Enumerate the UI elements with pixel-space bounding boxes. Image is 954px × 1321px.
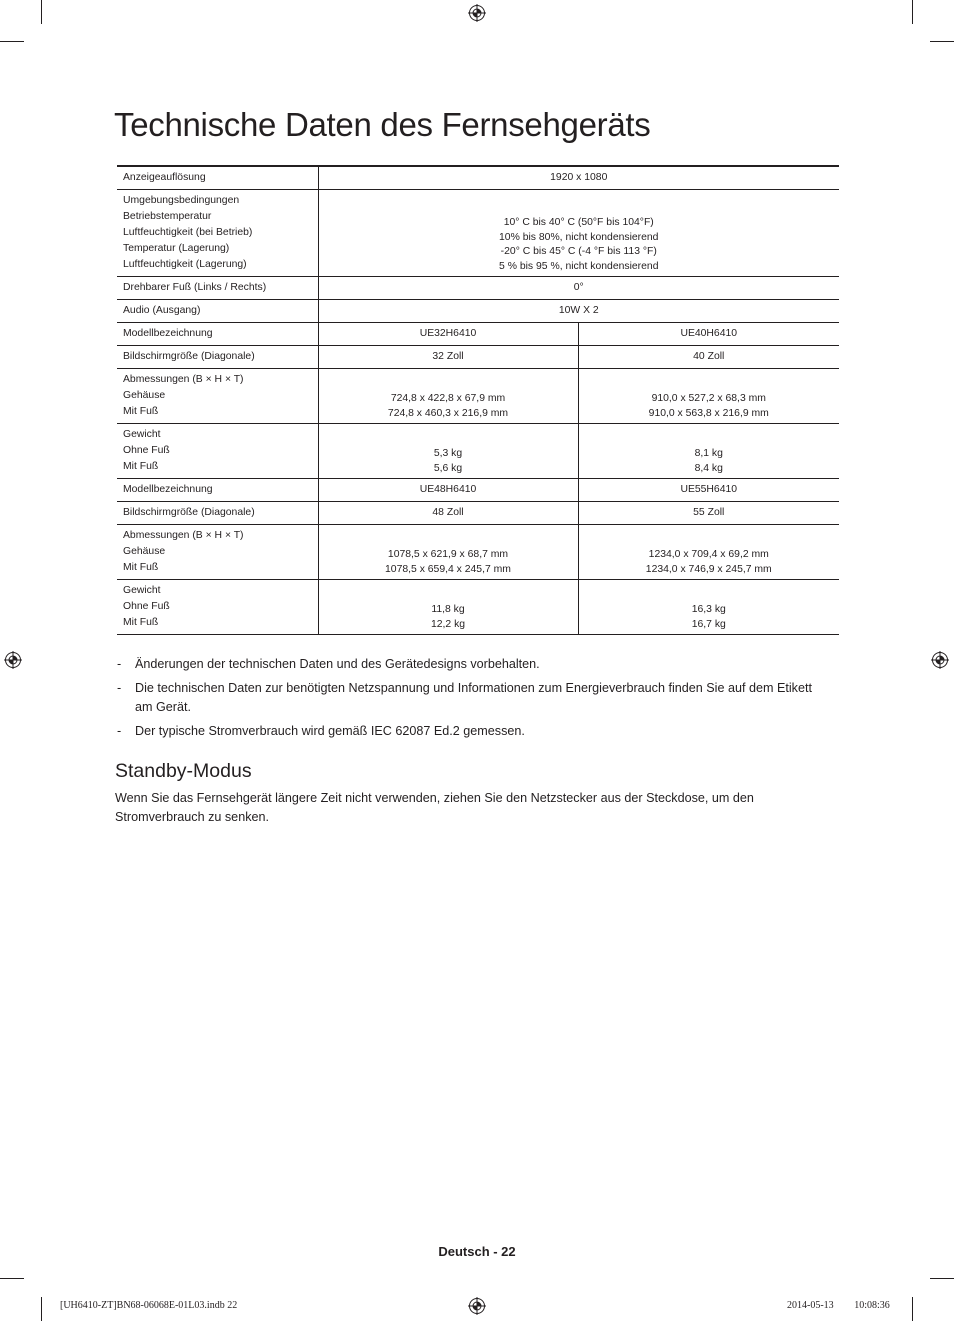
spec-row — [117, 277, 839, 300]
spec-value: UE32H6410 — [419, 328, 477, 340]
spec-value: 0° — [573, 282, 584, 294]
spec-sublabel: Gehäuse — [123, 546, 166, 557]
spec-value-cell — [318, 580, 578, 635]
spec-row — [117, 424, 839, 479]
spec-sublabel: Mit Fuß — [123, 562, 159, 573]
spec-label-cell — [117, 166, 318, 190]
registration-crosshair-icon — [468, 4, 486, 22]
spec-value-cell — [578, 323, 839, 346]
spec-value-cell — [318, 502, 578, 525]
spec-value: 724,8 x 422,8 x 67,9 mm — [390, 393, 506, 404]
print-slug-right: 2014-05-13 ￿￿ 10:08:36 — [787, 1300, 890, 1311]
spec-value: 55 Zoll — [693, 507, 725, 519]
spec-row — [117, 502, 839, 525]
spec-row — [117, 479, 839, 502]
spec-label: Drehbarer Fuß (Links / Rechts) — [123, 282, 267, 293]
spec-sublabel: Ohne Fuß — [123, 601, 170, 612]
spec-label-cell — [117, 277, 318, 300]
spec-value: 48 Zoll — [432, 507, 464, 519]
spec-row — [117, 580, 839, 635]
spec-value-cell — [318, 424, 578, 479]
spec-value: 1078,5 x 621,9 x 68,7 mm — [387, 549, 509, 560]
spec-value: 5,3 kg — [433, 448, 463, 459]
spec-label: Bildschirmgröße (Diagonale) — [123, 351, 255, 362]
spec-label-cell — [117, 525, 318, 580]
spec-value: 5 % bis 95 %, nicht kondensierend — [499, 260, 659, 272]
spec-row — [117, 346, 839, 369]
registration-crosshair-icon — [468, 1297, 486, 1315]
spec-value-cell — [318, 323, 578, 346]
page-number: Deutsch - 22 — [438, 1244, 516, 1259]
spec-value-cell — [578, 502, 839, 525]
spec-value-cell — [318, 166, 839, 190]
spec-row — [117, 300, 839, 323]
spec-label: Modellbezeichnung — [123, 484, 213, 495]
spec-label: Bildschirmgröße (Diagonale) — [123, 507, 255, 518]
spec-label-cell — [117, 346, 318, 369]
spec-value: 10% bis 80%, nicht kondensierend — [499, 231, 659, 243]
crop-mark-bottom-left-vertical — [41, 1297, 42, 1321]
spec-value: 11,8 kg — [431, 604, 465, 615]
spec-value: 12,2 kg — [430, 618, 466, 630]
spec-value-cell — [318, 277, 839, 300]
page-title: Technische Daten des Fernsehgeräts — [114, 106, 651, 143]
spec-label: Gewicht — [123, 429, 161, 440]
spec-label-cell — [117, 479, 318, 502]
spec-value-cell — [578, 479, 839, 502]
spec-value-cell — [578, 346, 839, 369]
spec-value: UE40H6410 — [680, 328, 738, 340]
crop-mark-bottom-right-vertical — [912, 1297, 913, 1321]
spec-value: 1234,0 x 746,9 x 245,7 mm — [645, 563, 772, 575]
spec-sublabel: Mit Fuß — [123, 461, 159, 472]
spec-value: 8,1 kg — [694, 448, 723, 459]
spec-row — [117, 525, 839, 580]
spec-label: Abmessungen (B × H × T) — [123, 530, 244, 541]
crop-mark-bottom-left-horizontal — [0, 1278, 24, 1279]
spec-value: 1234,0 x 709,4 x 69,2 mm — [648, 549, 769, 560]
crop-mark-top-right-horizontal — [930, 41, 954, 42]
spec-value: 16,3 kg — [691, 604, 726, 615]
spec-label-cell — [117, 190, 318, 277]
spec-label-cell — [117, 300, 318, 323]
spec-value-cell — [578, 424, 839, 479]
spec-sublabel: Mit Fuß — [123, 617, 159, 628]
spec-value-cell — [578, 580, 839, 635]
spec-value-cell — [318, 190, 839, 277]
spec-value: 32 Zoll — [432, 351, 464, 363]
spec-value: 10W X 2 — [558, 305, 599, 317]
crop-mark-top-right-vertical — [912, 0, 913, 24]
registration-crosshair-icon — [4, 651, 22, 669]
spec-value: 910,0 x 563,8 x 216,9 mm — [648, 407, 769, 419]
specifications-table — [117, 165, 839, 635]
spec-label: Modellbezeichnung — [123, 328, 213, 339]
crop-mark-top-left-horizontal — [0, 41, 24, 42]
spec-value-cell — [318, 525, 578, 580]
note-item: - Änderungen der technischen Daten und des Gerätedesigns vorbehalten. — [117, 655, 817, 674]
spec-value: UE55H6410 — [680, 484, 738, 496]
spec-value: 5,6 kg — [433, 462, 463, 474]
spec-value-cell — [318, 479, 578, 502]
spec-label-cell — [117, 580, 318, 635]
spec-label-cell — [117, 323, 318, 346]
standby-heading: Standby-Modus — [115, 760, 252, 782]
spec-label-cell — [117, 502, 318, 525]
spec-sublabel: Betriebstemperatur — [123, 211, 212, 222]
spec-value-cell — [318, 300, 839, 323]
spec-label: Audio (Ausgang) — [123, 305, 201, 316]
crop-mark-top-left-vertical — [41, 0, 42, 24]
spec-value: -20° C bis 45° C (-4 °F bis 113 °F) — [500, 246, 657, 257]
spec-value: 16,7 kg — [691, 618, 726, 630]
spec-value-cell — [318, 346, 578, 369]
spec-label-cell — [117, 424, 318, 479]
standby-paragraph: Wenn Sie das Fernsehgerät längere Zeit nicht verwenden, ziehen Sie den Netzstecker aus der Steckdose, um den Stromverbrauch zu senken. — [115, 791, 754, 824]
spec-value-cell — [578, 369, 839, 424]
spec-row — [117, 166, 839, 190]
spec-value: UE48H6410 — [419, 484, 477, 496]
spec-sublabel: Luftfeuchtigkeit (Lagerung) — [123, 259, 247, 270]
spec-label: Anzeigeauflösung — [123, 172, 206, 183]
spec-row — [117, 323, 839, 346]
spec-label-cell — [117, 369, 318, 424]
spec-value: 40 Zoll — [693, 351, 725, 363]
spec-label: Umgebungsbedingungen — [123, 195, 240, 206]
spec-value-cell — [318, 369, 578, 424]
spec-sublabel: Mit Fuß — [123, 406, 159, 417]
spec-sublabel: Ohne Fuß — [123, 445, 170, 456]
registration-crosshair-icon — [931, 651, 949, 669]
spec-row — [117, 190, 839, 277]
crop-mark-bottom-right-horizontal — [930, 1278, 954, 1279]
print-slug-left: [UH6410-ZT]BN68-06068E-01L03.indb 22 — [60, 1300, 238, 1311]
spec-value: 910,0 x 527,2 x 68,3 mm — [651, 393, 766, 404]
spec-value: 10° C bis 40° C (50°F bis 104°F) — [503, 217, 654, 228]
spec-value: 724,8 x 460,3 x 216,9 mm — [387, 407, 509, 419]
spec-sublabel: Luftfeuchtigkeit (bei Betrieb) — [123, 227, 253, 238]
spec-sublabel: Temperatur (Lagerung) — [123, 243, 230, 254]
spec-row — [117, 369, 839, 424]
spec-value: 1920 x 1080 — [550, 172, 608, 184]
spec-value-cell — [578, 525, 839, 580]
spec-value: 1078,5 x 659,4 x 245,7 mm — [385, 563, 511, 575]
specifications-table-body — [117, 166, 839, 635]
note-item: - Die technischen Daten zur benötigten Netzspannung und Informationen zum Energieverbrauch finden Sie auf dem Etikett am Gerät. — [117, 679, 817, 717]
spec-label: Gewicht — [123, 585, 161, 596]
notes-list — [117, 655, 817, 746]
spec-value: 8,4 kg — [694, 462, 723, 474]
spec-label: Abmessungen (B × H × T) — [123, 374, 244, 385]
note-item: - Der typische Stromverbrauch wird gemäß IEC 62087 Ed.2 gemessen. — [117, 722, 817, 741]
spec-sublabel: Gehäuse — [123, 390, 166, 401]
